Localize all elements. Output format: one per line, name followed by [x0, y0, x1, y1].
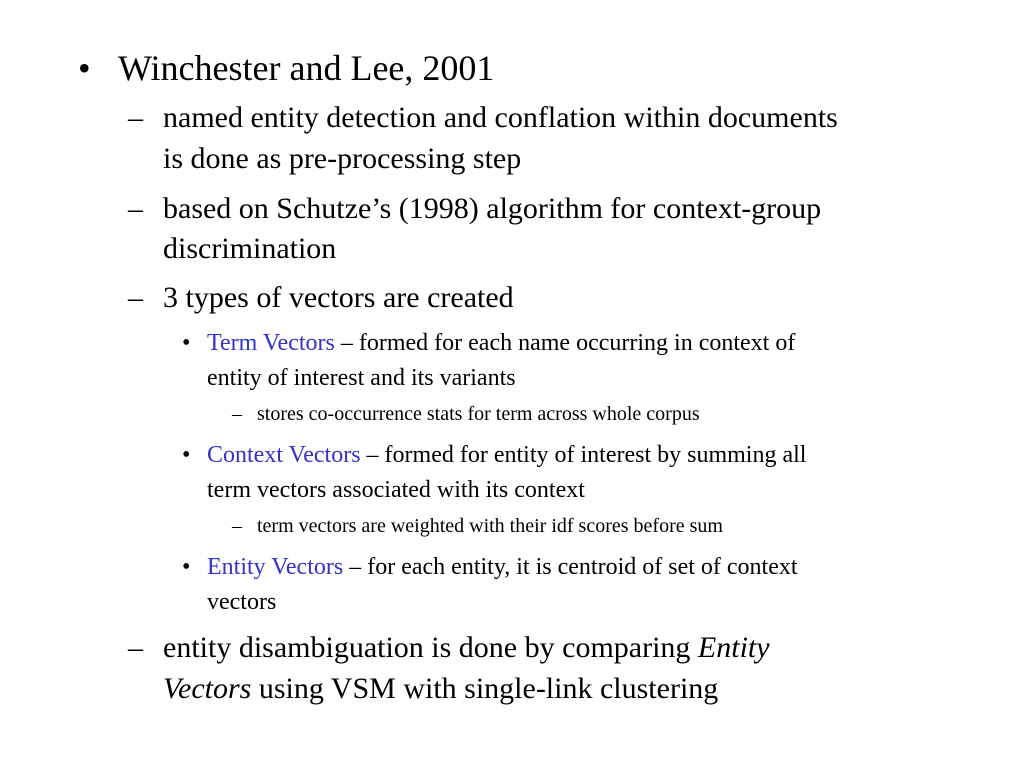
item-4-line-1-emphasis: Entity [697, 631, 770, 664]
term-vectors-subpoint: stores co-occurrence stats for term across whole corpus [257, 403, 700, 425]
item-1-line-2: is done as pre-processing step [163, 142, 522, 175]
term-vectors-label: Term Vectors [207, 330, 335, 356]
bullet-marker: • [78, 48, 91, 88]
item-4-line-2-emphasis: Vectors [163, 672, 252, 705]
item-4-line-1 [163, 633, 770, 663]
entity-vectors-line-2: vectors [207, 589, 277, 615]
bullet-marker: • [182, 442, 191, 468]
dash-marker: – [232, 515, 242, 537]
term-vectors-description: – formed for each name occurring in context of [334, 330, 796, 356]
context-vectors-line-2: term vectors associated with its context [207, 477, 585, 503]
item-4-line-2-text: using VSM with single-link clustering [251, 672, 719, 705]
context-vectors-description: – formed for entity of interest by summing all [360, 442, 807, 468]
item-1-line-1: named entity detection and conflation within documents [163, 101, 838, 134]
term-vectors-line-2: entity of interest and its variants [207, 365, 516, 391]
term-vectors-line-1 [207, 331, 795, 355]
bullet-marker: • [182, 330, 191, 356]
context-vectors-subpoint: term vectors are weighted with their idf scores before sum [257, 515, 723, 537]
heading-bullet-text: Winchester and Lee, 2001 [118, 48, 495, 88]
item-4-line-1-text: entity disambiguation is done by comparing [163, 631, 698, 664]
entity-vectors-label: Entity Vectors [207, 554, 344, 580]
item-2-line-1: based on Schutze’s (1998) algorithm for context-group [163, 192, 822, 225]
dash-marker: – [232, 403, 242, 425]
entity-vectors-description: – for each entity, it is centroid of set of context [343, 554, 798, 580]
dash-marker: – [128, 281, 143, 314]
context-vectors-label: Context Vectors [207, 442, 361, 468]
entity-vectors-line-1 [207, 555, 798, 579]
bullet-marker: • [182, 554, 191, 580]
dash-marker: – [128, 192, 143, 225]
context-vectors-line-1 [207, 443, 806, 467]
item-3-line-1: 3 types of vectors are created [163, 281, 514, 314]
item-2-line-2: discrimination [163, 232, 337, 265]
item-4-line-2 [163, 674, 718, 704]
dash-marker: – [128, 631, 143, 664]
dash-marker: – [128, 101, 143, 134]
